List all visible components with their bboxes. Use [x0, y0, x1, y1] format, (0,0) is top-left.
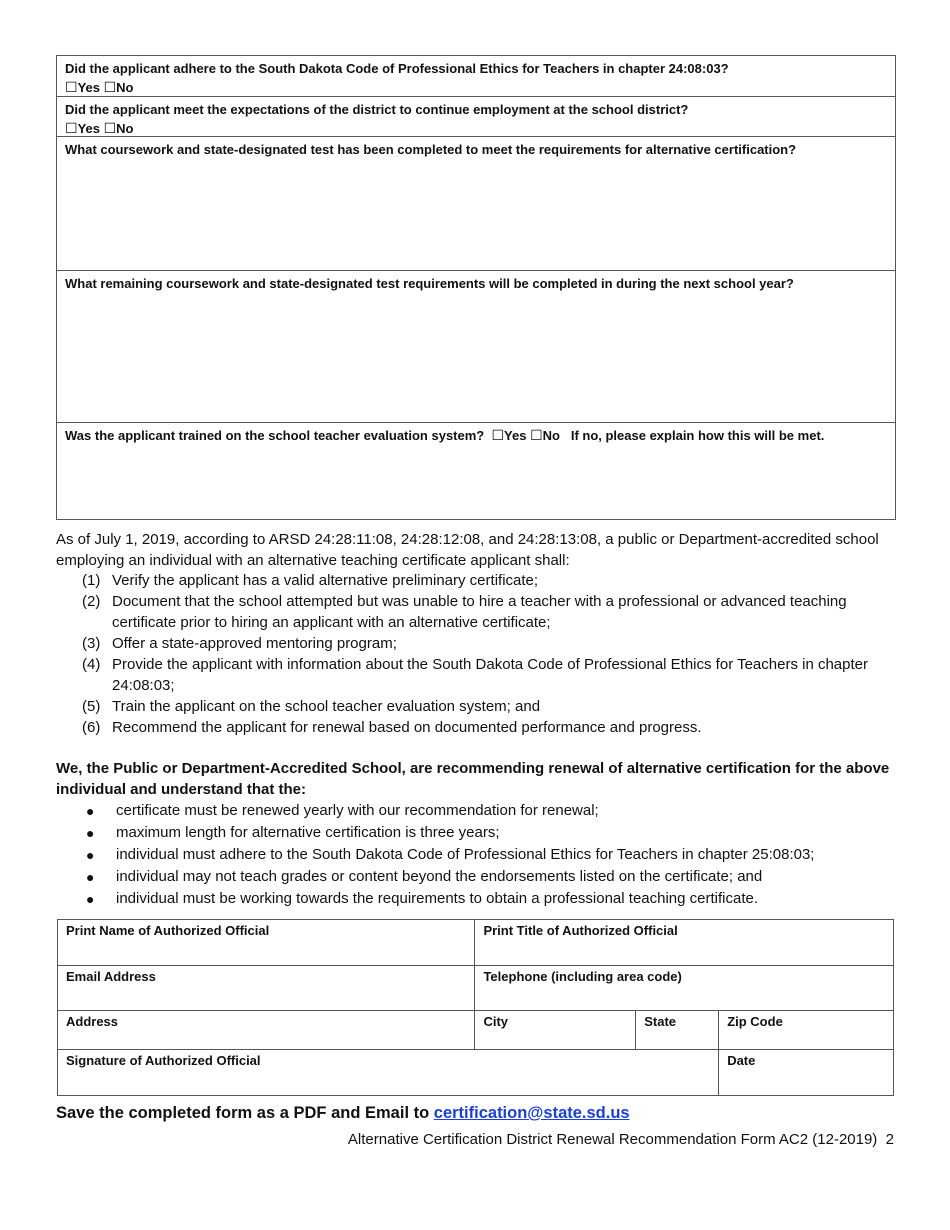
training-yes-checkbox[interactable]: ☐	[491, 427, 505, 443]
authorization-table	[57, 919, 894, 1096]
telephone-field[interactable]: Telephone (including area code)	[475, 966, 894, 1011]
recommendation-lead: We, the Public or Department-Accredited School	[56, 760, 402, 777]
save-instructions-text: Save the completed form as a PDF and Email to	[56, 1104, 430, 1122]
list-item-number: (2)	[82, 593, 101, 610]
email-address-field[interactable]: Email Address	[58, 966, 475, 1011]
page-footer	[348, 1131, 894, 1148]
list-item-text: Train the applicant on the school teacher evaluation system; and	[112, 698, 541, 715]
bullet-item	[82, 866, 902, 888]
recommendation-rest: , are recommending renewal of alternative certification for the above individual and understand that the:	[56, 760, 890, 798]
expectations-no-label: No	[116, 121, 134, 136]
ethics-no-label: No	[116, 80, 134, 95]
city-field[interactable]: City	[475, 1011, 636, 1050]
question-expectations-text: Did the applicant meet the expectations of the district to continue employment at the school district?	[65, 102, 689, 117]
bullet-item	[82, 844, 902, 866]
bullet-dot: ●	[86, 803, 95, 819]
understanding-list	[82, 800, 902, 910]
questions-table	[56, 55, 896, 520]
recommendation-statement	[56, 758, 901, 800]
list-item-text: Verify the applicant has a valid alternative preliminary certificate;	[112, 572, 539, 589]
bullet-dot: ●	[86, 869, 95, 885]
question-completed-coursework-text: What coursework and state-designated test has been completed to meet the requirements for alternative certification?	[65, 142, 797, 157]
list-item	[82, 591, 902, 633]
bullet-text: certificate must be renewed yearly with our recommendation for renewal;	[116, 802, 599, 819]
save-instructions	[56, 1104, 630, 1123]
certification-email-link[interactable]: certification@state.sd.us	[433, 1104, 630, 1122]
expectations-yes-label: Yes	[77, 121, 100, 136]
training-no-checkbox[interactable]: ☐	[530, 427, 543, 443]
list-item	[82, 633, 902, 654]
list-item-text: Recommend the applicant for renewal based on documented performance and progress.	[112, 719, 702, 736]
expectations-yes-checkbox[interactable]: ☐	[65, 120, 78, 136]
list-item-number: (3)	[82, 635, 101, 652]
date-field[interactable]: Date	[719, 1050, 894, 1096]
training-no-label: No	[542, 428, 560, 443]
print-title-field[interactable]: Print Title of Authorized Official	[475, 920, 894, 966]
zip-code-field[interactable]: Zip Code	[719, 1011, 894, 1050]
list-item	[82, 696, 902, 717]
list-item-number: (6)	[82, 719, 101, 736]
bullet-item	[82, 888, 902, 910]
training-yes-label: Yes	[504, 428, 527, 443]
expectations-no-checkbox[interactable]: ☐	[103, 120, 117, 136]
question-evaluation-training	[65, 426, 887, 445]
expectations-yes-no	[65, 119, 887, 138]
question-ethics-row	[57, 56, 895, 97]
question-ethics-text: Did the applicant adhere to the South Dakota Code of Professional Ethics for Teachers in chapter 24:08:03?	[65, 61, 729, 76]
bullet-text: individual may not teach grades or content beyond the endorsements listed on the certificate; and	[116, 868, 763, 885]
list-item	[82, 717, 902, 738]
intro-paragraph: As of July 1, 2019, according to ARSD 24:28:11:08, 24:28:12:08, and 24:28:13:08, a public or Department-accredited school employing an individual with an alternative teaching certificate applicant shall:	[56, 531, 879, 569]
list-item-text: Provide the applicant with information about the South Dakota Code of Professional Ethics for Teachers in chapter 24:08:03;	[112, 656, 868, 694]
print-name-field[interactable]: Print Name of Authorized Official	[58, 920, 475, 966]
list-item-number: (4)	[82, 656, 101, 673]
list-item-number: (5)	[82, 698, 101, 715]
training-explain-prompt: If no, please explain how this will be met.	[570, 428, 825, 443]
bullet-item	[82, 822, 902, 844]
question-evaluation-training-text: Was the applicant trained on the school teacher evaluation system?	[65, 428, 485, 443]
address-field[interactable]: Address	[58, 1011, 475, 1050]
bullet-text: individual must adhere to the South Dakota Code of Professional Ethics for Teachers in chapter 25:08:03;	[116, 846, 815, 863]
page-number: 2	[885, 1131, 894, 1148]
list-item	[82, 570, 902, 591]
form-title: Alternative Certification District Renewal Recommendation Form AC2 (12-2019)	[347, 1131, 878, 1148]
list-item-text: Offer a state-approved mentoring program;	[112, 635, 397, 652]
question-completed-coursework-row[interactable]	[57, 137, 895, 271]
bullet-dot: ●	[86, 847, 95, 863]
question-evaluation-training-row[interactable]	[57, 423, 895, 519]
ethics-yes-no	[65, 78, 887, 97]
list-item-number: (1)	[82, 572, 101, 589]
bullet-item	[82, 800, 902, 822]
ethics-yes-label: Yes	[77, 80, 100, 95]
bullet-text: maximum length for alternative certification is three years;	[116, 824, 500, 841]
bullet-dot: ●	[86, 825, 95, 841]
bullet-dot: ●	[86, 891, 95, 907]
state-field[interactable]: State	[636, 1011, 719, 1050]
list-item-text: Document that the school attempted but was unable to hire a teacher with a professional or advanced teaching certificate prior to hiring an applicant with an alternative certificate;	[112, 593, 847, 631]
ethics-no-checkbox[interactable]: ☐	[103, 79, 117, 95]
signature-field[interactable]: Signature of Authorized Official	[58, 1050, 719, 1096]
ethics-yes-checkbox[interactable]: ☐	[65, 79, 78, 95]
requirements-list	[82, 570, 902, 738]
question-remaining-coursework-text: What remaining coursework and state-designated test requirements will be completed in during the next school year?	[65, 276, 794, 291]
bullet-text: individual must be working towards the requirements to obtain a professional teaching certificate.	[116, 890, 759, 907]
question-expectations-row	[57, 97, 895, 137]
list-item	[82, 654, 902, 696]
question-remaining-coursework-row[interactable]	[57, 271, 895, 423]
